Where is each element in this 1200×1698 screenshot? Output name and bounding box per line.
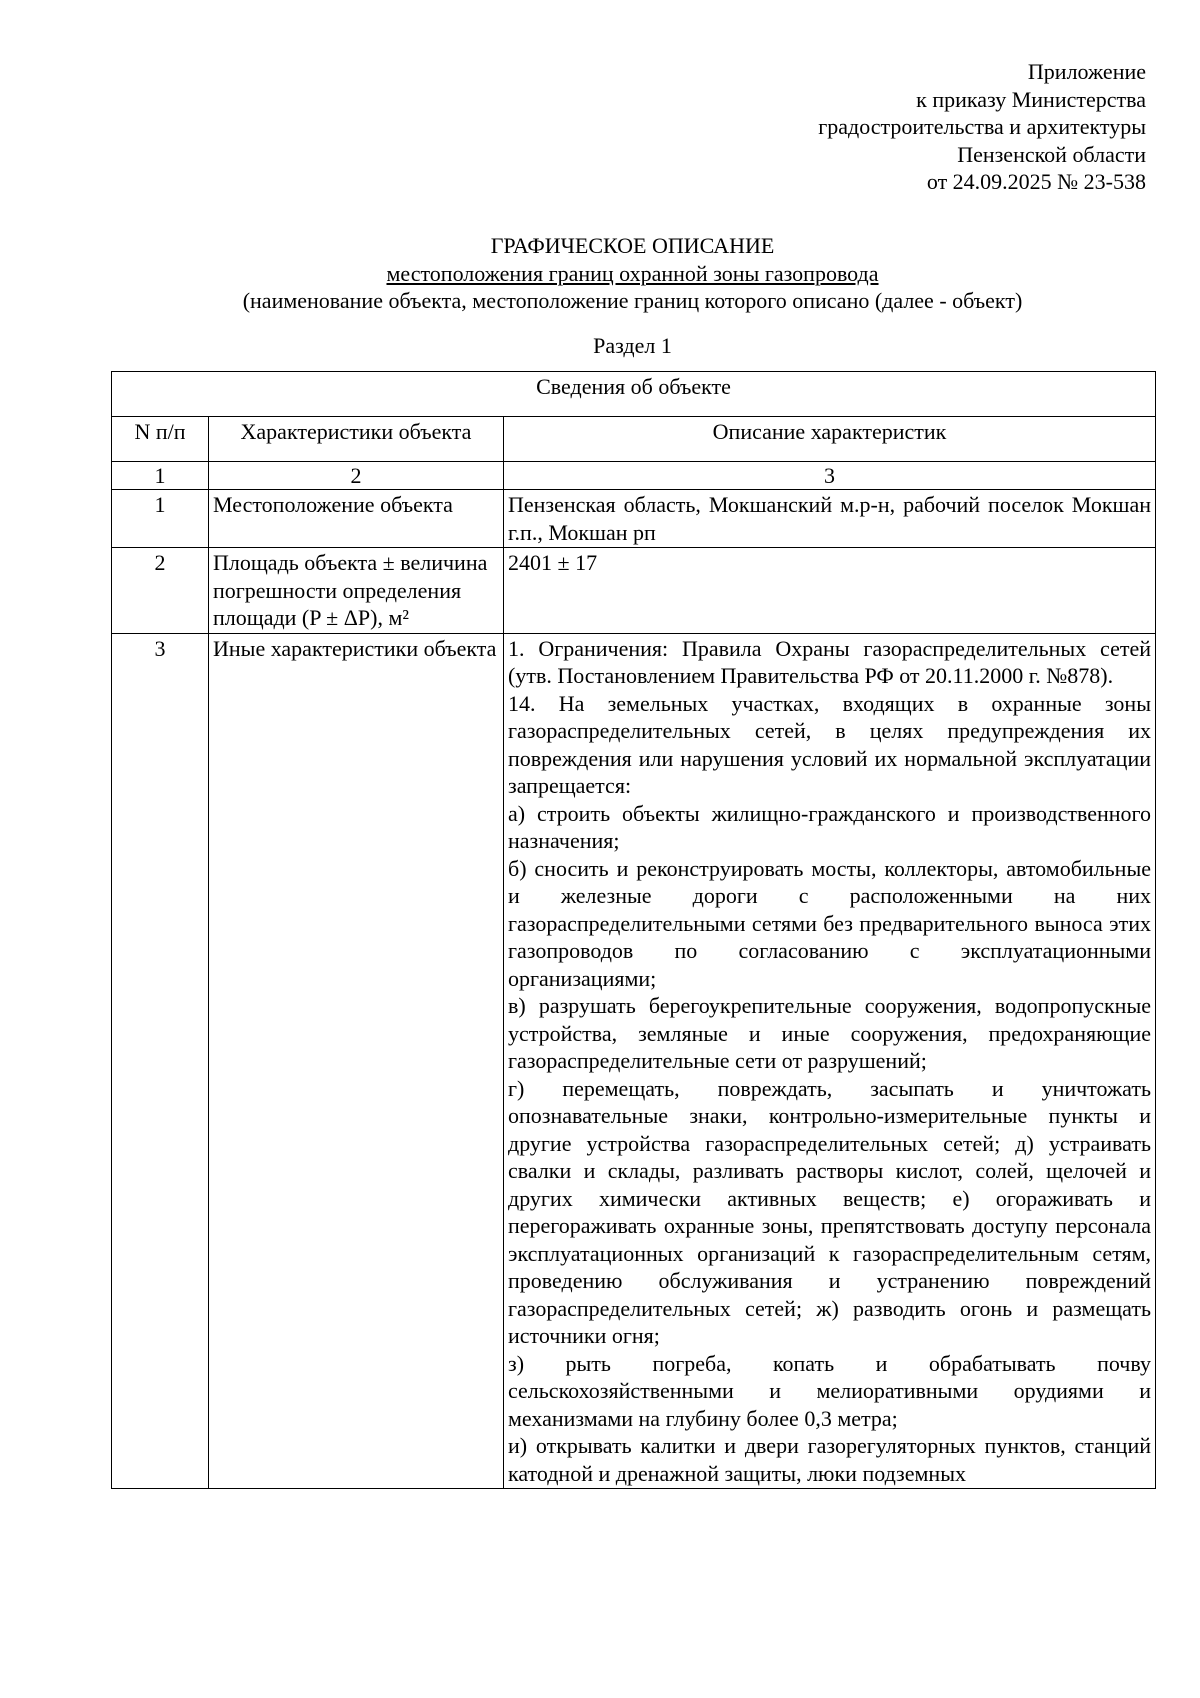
- table-title: Сведения об объекте: [112, 372, 1156, 417]
- appendix-line: градостроительства и архитектуры: [818, 114, 1146, 139]
- object-info-table: [111, 371, 1156, 1489]
- row-number: 3: [112, 633, 209, 1489]
- row-description: [504, 633, 1156, 1489]
- row-number: 2: [112, 548, 209, 634]
- column-number: 1: [112, 462, 209, 490]
- row-description: [504, 490, 1156, 548]
- row-characteristic: Иные характеристики объекта: [209, 633, 504, 1489]
- document-subtitle: местоположения границ охранной зоны газопровода: [386, 260, 879, 286]
- header-characteristics: Характеристики объекта: [209, 417, 504, 462]
- section-label: Раздел 1: [593, 333, 672, 358]
- column-number-row: [112, 462, 1156, 490]
- header-number: N п/п: [112, 417, 209, 462]
- description-paragraph: а) строить объекты жилищно-гражданского и производственного назначения;: [508, 800, 1151, 853]
- description-paragraph: Пензенская область, Мокшанский м.р-н, рабочий поселок Мокшан г.п., Мокшан рп: [508, 492, 1151, 545]
- description-paragraph: 14. На земельных участках, входящих в охранные зоны газораспределительных сетей, в целях предупреждения их повреждения или нарушения условий их нормальной эксплуатации запрещается:: [508, 690, 1151, 798]
- table-row: [112, 490, 1156, 548]
- table-row: [112, 548, 1156, 634]
- row-number: 1: [112, 490, 209, 548]
- appendix-line: к приказу Министерства: [916, 86, 1146, 112]
- description-paragraph: 2401 ± 17: [508, 550, 598, 575]
- description-paragraph: в) разрушать берегоукрепительные сооружения, водопропускные устройства, земляные и иные сооружения, предохраняющие газораспределительные сети от разрушений;: [508, 993, 1151, 1073]
- appendix-line: от 24.09.2025 № 23-538: [926, 169, 1146, 194]
- document-note: (наименование объекта, местоположение границ которого описано (далее - объект): [242, 288, 1023, 313]
- row-description: [504, 548, 1156, 634]
- table-title-row: [112, 372, 1156, 417]
- column-number: 3: [504, 462, 1156, 490]
- header-description: Описание характеристик: [504, 417, 1156, 462]
- appendix-line: Пензенской области: [957, 141, 1146, 167]
- description-paragraph: и) открывать калитки и двери газорегуляторных пунктов, станций катодной и дренажной защиты, люки подземных: [508, 1433, 1151, 1486]
- description-paragraph: 1. Ограничения: Правила Охраны газораспределительных сетей (утв. Постановлением Правительства РФ от 20.11.2000 г. №878).: [508, 635, 1151, 688]
- appendix-line: Приложение: [1027, 59, 1146, 84]
- row-characteristic: Местоположение объекта: [209, 490, 504, 548]
- description-paragraph: б) сносить и реконструировать мосты, коллекторы, автомобильные и железные дороги с расположенными на них газораспределительными сетями без предварительного выноса этих газопроводов по согласованию с эксплуатационными организациями;: [508, 855, 1151, 991]
- description-paragraph: з) рыть погреба, копать и обрабатывать почву сельскохозяйственными и мелиоративными орудиями и механизмами на глубину более 0,3 метра;: [508, 1350, 1151, 1431]
- table-header-row: [112, 417, 1156, 462]
- appendix-block: [818, 58, 1146, 196]
- column-number: 2: [209, 462, 504, 490]
- table-row: [112, 633, 1156, 1489]
- document-heading: [0, 232, 1200, 315]
- document-title: ГРАФИЧЕСКОЕ ОПИСАНИЕ: [490, 233, 775, 258]
- description-paragraph: г) перемещать, повреждать, засыпать и уничтожать опознавательные знаки, контрольно-измерительные пункты и другие устройства газораспределительных сетей; д) устраивать свалки и склады, разливать растворы кислот, солей, щелочей и других химически активных веществ; е) огораживать и перегораживать охранные зоны, препятствовать доступу персонала эксплуатационных организаций к газораспределительным сетям, проведению обслуживания и устранению повреждений газораспределительных сетей; ж) разводить огонь и размещать источники огня;: [508, 1075, 1151, 1348]
- row-characteristic: Площадь объекта ± величина погрешности определения площади (P ± ΔP), м²: [209, 548, 504, 634]
